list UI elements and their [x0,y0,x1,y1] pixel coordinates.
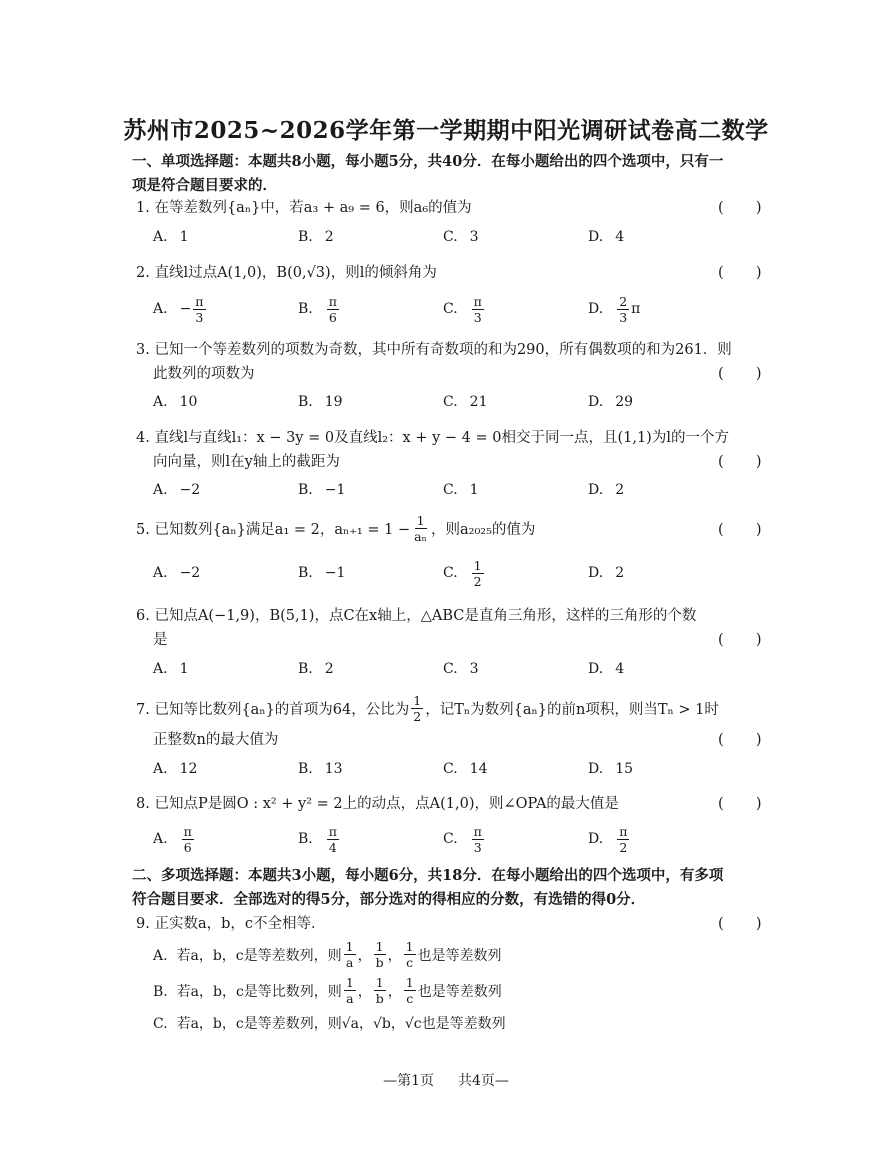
option-d [588,475,624,505]
option-c [443,222,479,252]
question-7-options [153,754,753,784]
question-8-options [153,824,753,854]
fraction [374,940,386,969]
option-value: 1 [179,661,189,677]
fraction [193,295,205,324]
numerator: 1 [375,938,384,954]
option-c [443,475,479,505]
option-label: D. [588,229,604,245]
fraction [344,976,356,1005]
denominator: c [406,990,414,1006]
option-value: −1 [324,482,346,498]
option-b [298,558,345,588]
question-3-line-2: 此数列的项数为 [153,366,255,382]
option-label: C. [443,394,458,410]
question-2-text: 2. 直线l过点A(1,0)，B(0,√3)，则l的倾斜角为 [136,265,437,281]
option-c [443,294,486,324]
section-1-line-1: 一、单项选择题：本题共8小题，每小题5分，共40分．在每小题给出的四个选项中，只有一 [132,153,724,170]
option-value: 2 [615,482,625,498]
question-5-options [153,558,753,588]
separator: ， [387,948,402,964]
option-text: 若a，b，c是等比数列，则 [176,984,342,1000]
question-3 [136,338,766,386]
option-b [298,654,334,684]
denominator: b [375,954,384,970]
option-b [298,475,345,505]
section-2-line-1: 二、多项选择题：本题共3小题，每小题6分，共18分．在每小题给出的四个选项中，有多项 [132,867,724,884]
option-text: 若a，b，c是等差数列，则√a，√b，√c也是等差数列 [176,1016,506,1032]
question-6-line-1: 6. 已知点A(−1,9)，B(5,1)，点C在x轴上，△ABC是直角三角形，这样的三角形的个数 [136,608,697,624]
denominator: 6 [328,309,337,325]
numerator: π [473,293,482,309]
option-d [588,294,640,324]
numerator: 1 [416,512,425,528]
numerator: π [619,823,628,839]
denominator: 3 [195,309,204,325]
denominator: 2 [619,839,628,855]
numerator: 1 [375,974,384,990]
separator: ， [357,948,372,964]
option-label: C. [443,301,458,317]
option-label: B. [153,984,168,1000]
section-2-header [132,864,768,912]
option-prefix: − [179,301,192,317]
section-1-header [132,150,768,198]
question-4 [136,426,766,474]
option-value: 2 [324,661,334,677]
numerator: π [195,293,204,309]
option-label: B. [298,565,313,581]
option-c [443,754,488,784]
option-label: C. [443,482,458,498]
option-label: A. [153,565,168,581]
denominator: c [406,954,414,970]
option-a [153,824,196,854]
option-label: D. [588,394,604,410]
option-value: −1 [324,565,346,581]
option-d [588,387,633,417]
fraction [182,825,194,854]
option-label: C. [443,229,458,245]
question-6-line-2: 是 [153,632,168,648]
option-a [153,475,200,505]
option-label: B. [298,394,313,410]
option-d [588,824,631,854]
option-suffix: π [631,301,641,317]
option-label: C. [443,831,458,847]
option-label: B. [298,229,313,245]
question-9-option-b [153,976,783,1008]
option-text: 若a，b，c是等差数列，则 [176,948,342,964]
separator: ， [387,984,402,1000]
numerator: π [183,823,192,839]
option-label: A. [153,482,168,498]
denominator: 6 [183,839,192,855]
fraction [411,694,423,723]
option-a [153,387,197,417]
denominator: aₙ [414,528,427,544]
option-label: D. [588,831,604,847]
fraction [327,295,339,324]
numerator: π [328,293,337,309]
option-value: 10 [179,394,198,410]
question-7-text-end: ，记Tₙ为数列{aₙ}的前n项积，则当Tₙ > 1时 [425,702,719,718]
answer-parentheses: ( ) [718,200,762,216]
denominator: a [345,954,354,970]
section-1-line-2: 项是符合题目要求的． [132,177,277,194]
denominator: 2 [473,573,482,589]
question-2 [136,261,766,285]
option-value: −2 [179,565,201,581]
denominator: 3 [619,309,628,325]
option-label: A. [153,229,168,245]
fraction [472,295,484,324]
option-value: 4 [615,661,625,677]
denominator: 3 [473,839,482,855]
option-label: A. [153,661,168,677]
option-label: B. [298,661,313,677]
option-value: 1 [469,482,479,498]
numerator: 1 [405,974,414,990]
option-a [153,222,188,252]
fraction [344,940,356,969]
option-label: C. [443,761,458,777]
denominator: 2 [413,708,422,724]
option-c [443,654,479,684]
option-b [298,824,341,854]
numerator: 2 [619,293,628,309]
option-value: 29 [615,394,634,410]
question-5 [136,514,766,546]
question-7-text: 7. 已知等比数列{aₙ}的首项为64，公比为 [136,702,410,718]
fraction [327,825,339,854]
question-2-options [153,294,753,324]
option-b [298,387,343,417]
option-label: C. [443,565,458,581]
option-b [298,754,343,784]
question-4-line-2: 向向量，则l在y轴上的截距为 [153,454,340,470]
option-label: D. [588,482,604,498]
option-label: A. [153,948,168,964]
numerator: π [473,823,482,839]
fraction [472,825,484,854]
option-label: B. [298,831,313,847]
question-4-options [153,475,753,505]
option-label: D. [588,761,604,777]
option-b [298,294,341,324]
question-3-options [153,387,753,417]
option-label: A. [153,761,168,777]
option-label: A. [153,394,168,410]
option-a [153,558,200,588]
numerator: 1 [405,938,414,954]
option-label: B. [298,761,313,777]
fraction [412,514,429,543]
fraction [617,295,629,324]
question-9-option-c [153,1012,783,1036]
question-1-text: 1. 在等差数列{aₙ}中，若a₃ + a₉ = 6，则a₆的值为 [136,200,472,216]
answer-parentheses: ( ) [718,454,762,470]
option-text-end: 也是等差数列 [417,984,502,1000]
option-value: −2 [179,482,201,498]
option-a [153,654,188,684]
question-7-line-1 [136,694,766,726]
answer-parentheses: ( ) [718,366,762,382]
option-value: 2 [615,565,625,581]
option-c [443,387,488,417]
fraction [374,976,386,1005]
question-4-line-1: 4. 直线l与直线l₁：x − 3y = 0及直线l₂：x + y − 4 = 0相交于同一点，且(1,1)为l的一个方 [136,430,729,446]
answer-parentheses: ( ) [718,632,762,648]
question-9-text: 9. 正实数a，b，c不全相等． [136,916,326,932]
option-label: B. [298,482,313,498]
option-label: A. [153,831,168,847]
option-d [588,654,624,684]
option-label: C. [443,661,458,677]
option-label: A. [153,301,168,317]
option-value: 12 [179,761,198,777]
option-value: 3 [469,661,479,677]
answer-parentheses: ( ) [718,265,762,281]
option-c [443,558,486,588]
answer-parentheses: ( ) [718,796,762,812]
answer-parentheses: ( ) [718,522,762,538]
option-label: D. [588,661,604,677]
question-7 [136,694,766,726]
page-number: —第1页 [383,1073,434,1089]
option-d [588,558,624,588]
numerator: 1 [473,557,482,573]
question-6-options [153,654,753,684]
option-value: 21 [469,394,488,410]
denominator: b [375,990,384,1006]
option-value: 2 [324,229,334,245]
option-value: 13 [324,761,343,777]
numerator: 1 [413,692,422,708]
denominator: 4 [328,839,337,855]
option-value: 14 [469,761,488,777]
fraction [617,825,629,854]
question-5-text-end: ，则a₂₀₂₅的值为 [430,522,536,538]
numerator: 1 [345,938,354,954]
page-total: 共4页— [458,1073,509,1089]
option-c [443,824,486,854]
option-value: 19 [324,394,343,410]
question-8-text: 8. 已知点P是圆O : x² + y² = 2上的动点，点A(1,0)，则∠OPA的最大值是 [136,796,619,812]
option-d [588,754,633,784]
option-label: D. [588,301,604,317]
fraction [472,559,484,588]
option-a [153,754,197,784]
option-value: 1 [179,229,189,245]
fraction [404,940,416,969]
question-8 [136,792,766,816]
numerator: 1 [345,974,354,990]
numerator: π [328,823,337,839]
question-6 [136,604,766,652]
answer-parentheses: ( ) [718,732,762,748]
option-d [588,222,624,252]
denominator: 3 [473,309,482,325]
option-value: 15 [615,761,634,777]
page-title: 苏州市2025~2026学年第一学期期中阳光调研试卷高二数学 [123,117,769,144]
question-1-options [153,222,753,252]
question-7-continued [136,728,766,752]
option-label: D. [588,565,604,581]
section-2-line-2: 符合题目要求．全部选对的得5分，部分选对的得相应的分数，有选错的得0分． [132,891,646,908]
question-5-text: 5. 已知数列{aₙ}满足a₁ = 2，aₙ₊₁ = 1 − [136,522,411,538]
option-text-end: 也是等差数列 [417,948,502,964]
option-label: C. [153,1016,168,1032]
question-9 [136,912,766,936]
denominator: a [346,990,354,1006]
option-value: 3 [469,229,479,245]
question-9-option-a [153,940,783,972]
question-7-line-2: 正整数n的最大值为 [153,732,279,748]
separator: ， [357,984,372,1000]
fraction [404,976,416,1005]
question-1 [136,196,766,220]
option-a [153,294,208,324]
question-3-line-1: 3. 已知一个等差数列的项数为奇数，其中所有奇数项的和为290，所有偶数项的和为261．则 [136,342,732,358]
page-footer [0,1070,892,1090]
option-label: B. [298,301,313,317]
answer-parentheses: ( ) [718,916,762,932]
option-b [298,222,334,252]
option-value: 4 [615,229,625,245]
